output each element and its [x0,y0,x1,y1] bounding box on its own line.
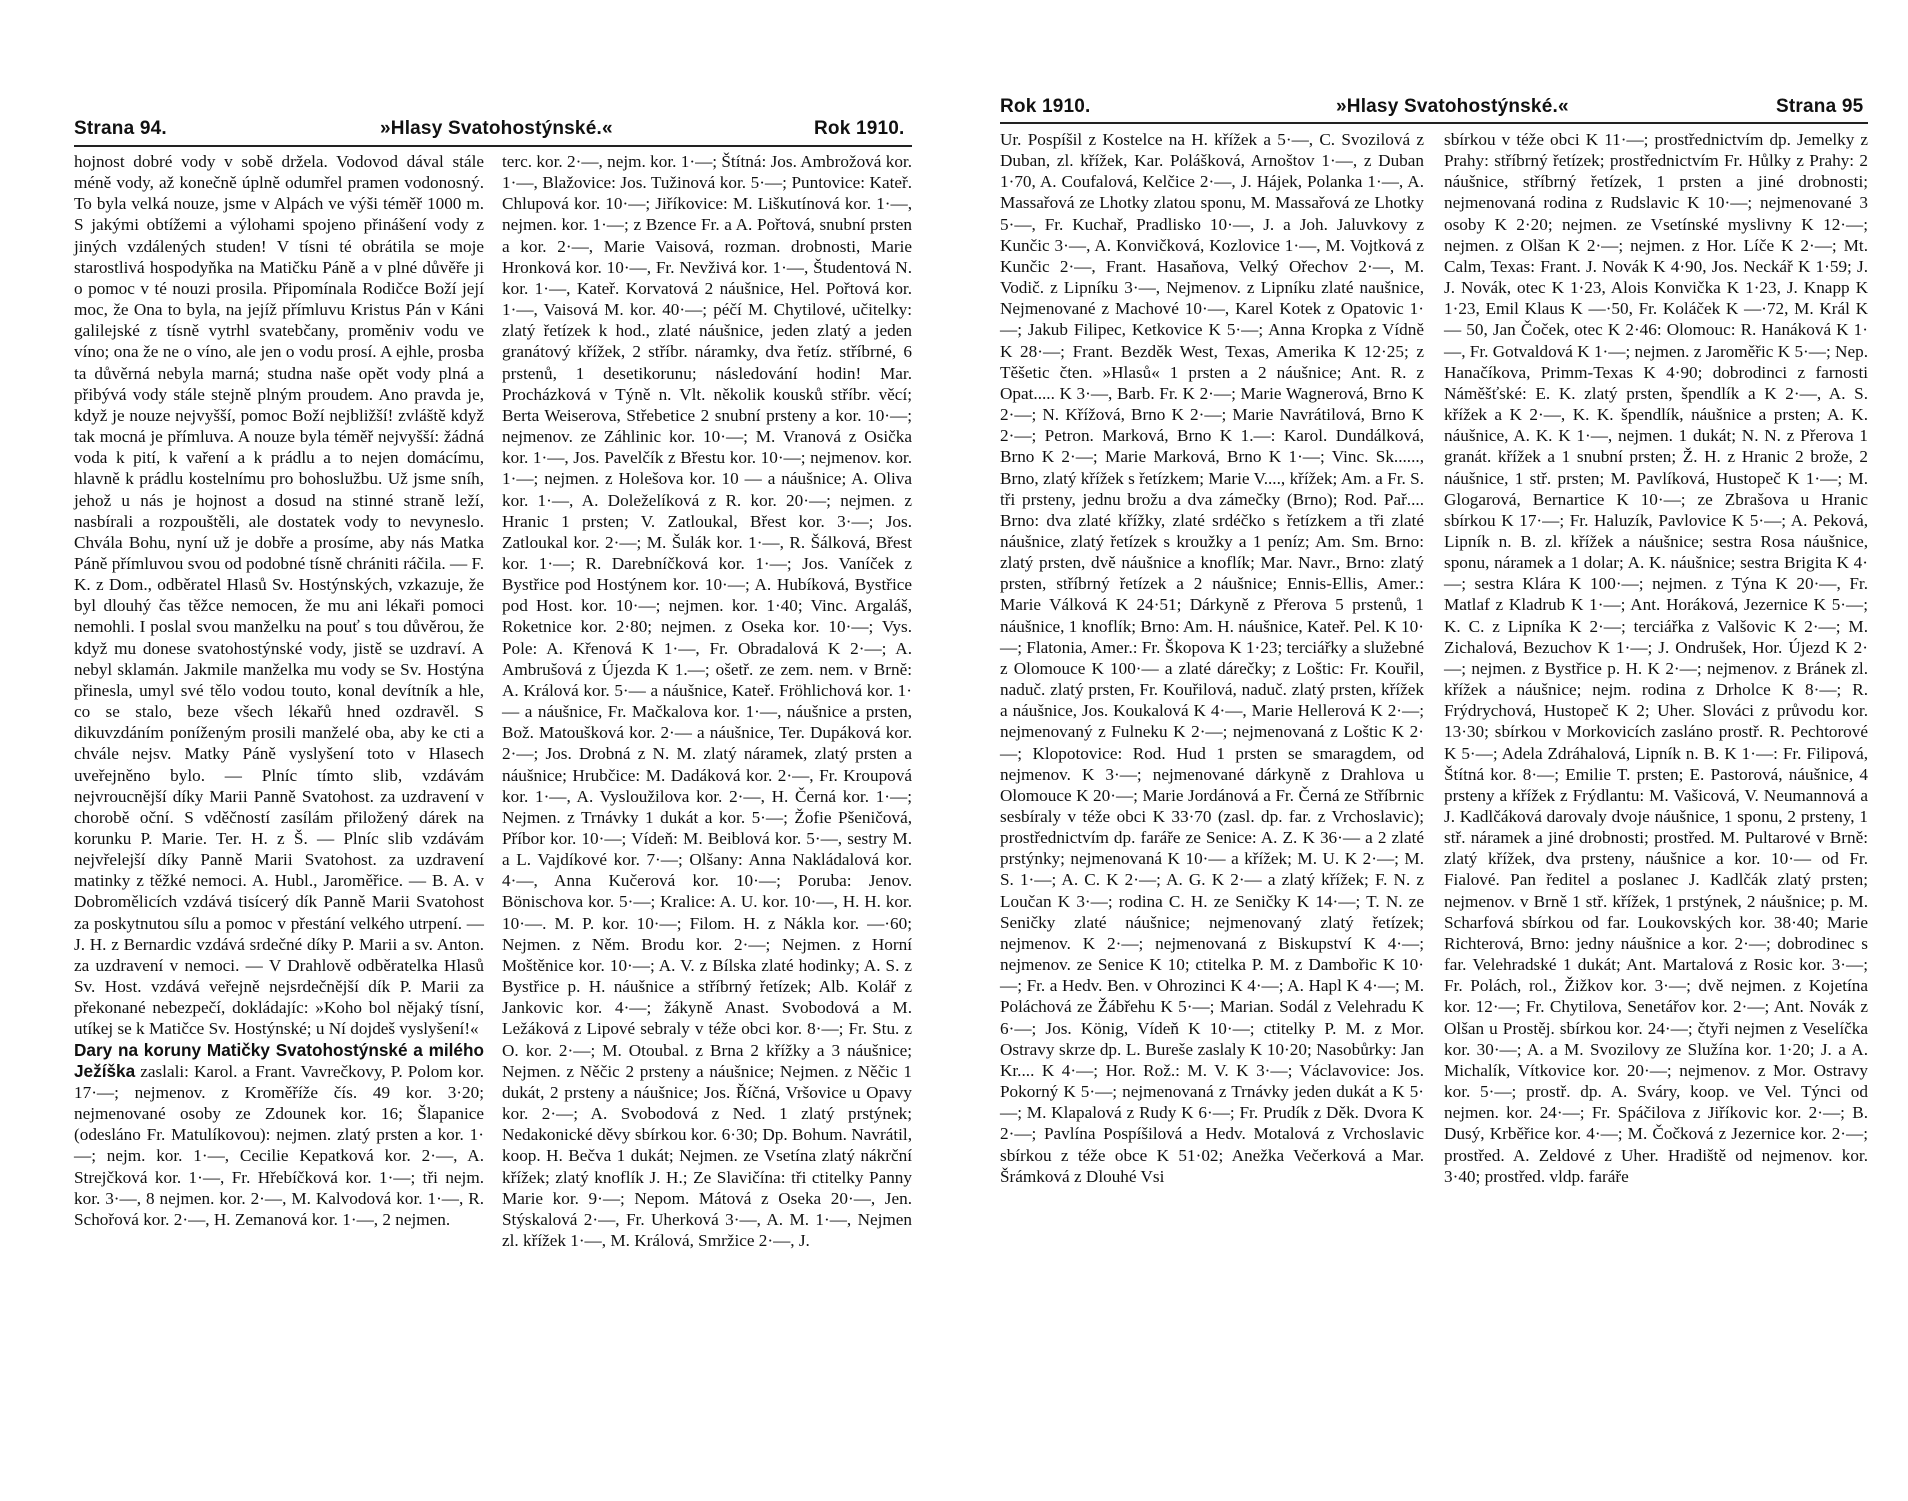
right-page-header [1000,96,1868,122]
left-column-1-text: hojnost dobré vody v sobě držela. Vodovod dával stále méně vody, až konečně úplně odumřel pramen vodonosný. To byla velká nouze, jsme v Alpách ve výši téměř 1000 m. S jakými obtížemi a výlohami spojeno přinášení vody z jiných vzdálených studen! V tísni té obrátila se moje starostlivá hospodyňka na Matičku Páně a v plné důvěře ji o pomoc v té nouzi prosila. Připomínala Rodičce Boží její moc, že Ona to byla, na jejíž přímluvu Kristus Pán v Káni galilejské z tísně vytrhl svatebčany, proměniv vodu ve víno; ona že ne o víno, ale jen o vodu prosí. A ejhle, prosba ta důvěrná nebyla marná; studna naše opět vody plná a přibývá vody stále stejně plným proudem. Ano pravda je, když je nouze nejvyšší, pomoc Boží nejbližší! zvláště když tak mocná je přímluva. A nouze byla téměř nejvyšší: žádná voda k pití, k vaření a k prádlu a to nejen domácímu, hlavně k prádlu kostelnímu pro bohoslužbu. Už jsme sníh, jehož u nás je hojnost a dosud na stinné straně leží, nasbírali a rozpouštěli, ale dostatek vody to nevyneslo. Chvála Bohu, nyní už je dobře a prosíme, aby nás Matka Páně přímluvou svou od podobné tísně chrániti ráčila. — F. K. z Dom., odběratel Hlasů Sv. Hostýnských, vzkazuje, že byl dlouhý čas těžce nemocen, že mu ani lékaři pomoci nemohli. I poslal svou manželku na pouť s tou důvěrou, že když mu donese svatohostýnské vody, jistě se uzdraví. A nebyl sklamán. Jakmile manželka mu vody se Sv. Hostýna přinesla, umyl své tělo vodou touto, konal devítník a hle, co se stalo, beze všech lékařů hned ozdravěl. S dikuvzdáním poníženým prosili manželé oba, aby ke cti a chvále nejsv. Matky Páně vyslyšení toto v Hlasech uveřejněno bylo. — Plníc tímto slib, vzdávám nejvroucnější díky Marii Panně Svatohost. za uzdravení v chorobě oční. S vděčností zasílám přiložený dárek na korunku P. Marie. Ter. H. z Š. — Plníc slib vzdávám nejvřelejší díky Panně Marii Svatohost. za uzdravení matinky z těžké nemoci. A. Hubl., Jaroměřice. — B. A. v Dobromělicích vzdává tisícerý dík Panně Marii Svatohost za poskytnutou sílu a pomoc v přestání velkého utrpení. — J. H. z Bernardic vzdává srdečné díky P. Marii a sv. Anton. za uzdravení v nemoci. — V Drahlově odběratelka Hlasů Sv. Host. vzdává veřejně nejsrdečnější dík P. Marii za překonané nebezpečí, dokládajíc: »Koho bol nějaký tísní, utíkej se k Matičce Sv. Hostýnské; u Ní dojdeš vyslyšení!« [74,152,484,1039]
left-column-2 [502,151,912,1251]
right-column-2 [1444,129,1868,1187]
right-header-rule [1000,122,1868,124]
right-page-number: Strana 95 [1776,96,1864,117]
left-page-number: Strana 94. [74,118,167,139]
left-page-header [74,118,912,144]
right-column-1-text: Ur. Pospíšil z Kostelce na H. křížek a 5·—, C. Svozilová z Duban, zl. křížek, Kar. Polášková, Arnoštov 1·—, z Duban 1·70, A. Coufalová, Kelčice 2·—, J. Hájek, Polanka 1·—, A. Massařová ze Lhotky zlatou sponu, M. Massařová ze Lhotky 5·—, Fr. Kuchař, Pradlisko 10·—, J. a Joh. Jaluvkovy z Kunčic 3·—, A. Konvičková, Kozlovice 1·—, M. Vojtková z Kunčic 2·—, Frant. Hasaňova, Velký Ořechov 2·—, M. Vodič. z Lipníku 3·—, Nejmenov. z Lipníku zlaté naušnice, Nejmenované z Machové 10·—, Karel Kotek z Opatovic 1·—; Jakub Filipec, Ketkovice K 5·—; Anna Kropka z Vídně K 28·—; Frant. Bezděk West, Texas, Amerika K 12·25; z Těšetic čten. »Hlasů« 1 prsten a 2 náušnice; Ant. R. z Opat..... K 3·—, Barb. Fr. K 2·—; Marie Wagnerová, Brno K 2·—; N. Křížová, Brno K 2·—; Marie Navrátilová, Brno K 2·—; Petron. Marková, Brno K 1.—: Karol. Dundálková, Brno K 2·—; Marie Marková, Brno K 1·—; Vinc. Sk......, Brno, zlatý křížek s řetízkem; Marie V...., křížek; Am. a Fr. S. tři prsteny, jednu brožu a dva zámečky (Brno); Rod. Pař.... Brno: dva zlaté křížky, zlaté srdéčko s řetízkem a tři zlaté náušnice, zlatý řetízek s kroužky a 1 peníz; Am. Sm. Brno: zlatý prsten, dvě náušnice a knoflík; Mar. Navr., Brno: zlatý prsten, stříbrný řetízek a 2 náušnice; Ennis-Ellis, Amer.: Marie Válková K 24·51; Dárkyně z Přerova 5 prstenů, 1 náušnice, 1 knoflík; Brno: Am. H. náušnice, Kateř. Pel. K 10·—; Flatonia, Amer.: Fr. Škopova K 1·23; terciářky a služebné z Olomouce K 100·— a zlaté dárečky; z Loštic: Fr. Kouřil, naduč. zlatý prsten, Fr. Kouřilová, naduč. zlatý prsten, křížek a náušnice, Jos. Koukalová K 4·—, Marie Hellerová K 2·—; nejmenovaný z Fulneku K 2·—; nejmenovaná z Loštic K 2·—; Klopotovice: Rod. Hud 1 prsten se smaragdem, od nejmenov. K 3·—; nejmenované dárkyně z Drahlova u Olomouce K 20·—; Marie Jordánová a Fr. Černá ze Stříbrnic sesbíraly v téže obci K 33·70 (zasl. dp. far. z Vrchoslavic); prostřednictvím dp. faráře ze Senice: A. Z. K 36·— a 2 zlaté prstýnky; nejmenovaná K 10·— a křížek; M. U. K 2·—; M. S. 1·—; A. C. K 2·—; A. G. K 2·— a zlatý křížek; F. N. z Loučan K 3·—; rodina C. H. ze Seničky K 14·—; T. N. ze Seničky zlaté náušnice; nejmenovaný zlatý řetízek; nejmenov. K 2·—; nejmenovaná z Biskupství K 4·—; nejmenov. ze Senice K 10; ctitelka P. M. z Dambořic K 10·—; Fr. a Hedv. Ben. v Ohrozinci K 4·—; A. Hapl K 4·—; M. Poláchová ze Žábřehu K 5·—; Marian. Sodál z Velehradu K 6·—; Jos. König, Vídeň K 10·—; ctitelky P. M. z Mor. Ostravy skrze dp. L. Bureše zaslaly K 10·20; Nasobůrky: Jan Kr.... K 4·—; Hor. Rož.: M. V. K 3·—; Václavovice: Jos. Pokorný K 5·—; nejmenovaná z Trnávky jeden dukát a K 5·—; M. Klapalová z Rudy K 6·—; Fr. Prudík z Děk. Dvora K 2·—; Pavlína Pospíšilová a Hedv. Motalová z Vrchoslavic sbírkou z téže obce K 51·02; Anežka Večerková a Mar. Šrámková z Dlouhé Vsi [1000,130,1424,1186]
left-header-rule [74,145,912,147]
right-column-1 [1000,129,1424,1187]
right-page-journal-title: »Hlasy Svatohostýnské.« [1336,96,1569,117]
right-column-2-text: sbírkou v téže obci K 11·—; prostřednictvím dp. Jemelky z Prahy: stříbrný řetízek; prostřednictvím Fr. Hůlky z Prahy: 2 náušnice, stříbrný řetízek, 1 prsten a jiné drobnosti; nejmenovaná rodina z Rudslavic K 10·—; nejmenované 3 osoby K 2·20; nejmen. ze Vsetínské myslivny K 12·—; nejmen. z Olšan K 2·—; nejmen. z Hor. Líče K 2·—; Mt. Calm, Texas: Frant. J. Novák K 4·90, Jos. Neckář K 1·59; J. J. Novák, otec K 1·23, Alois Konvička K 1·23, J. Knapp K 1·23, Emil Klaus K —·50, Fr. Koláček K —·72, M. Král K — 50, Jan Čoček, otec K 2·46: Olomouc: R. Hanáková K 1·—, Fr. Gotvaldová K 1·—; nejmen. z Jaroměřic K 5·—; Nep. Hanačíkova, Primm-Texas K 4·90; dobrodinci z farnosti Náměšťské: E. K. zlatý prsten, špendlík a K 2·—, A. S. křížek a K 2·—, K. K. špendlík, náušnice a prsten; A. K. náušnice, A. K. K 1·—, nejmen. 1 dukát; N. N. z Přerova 1 granát. křížek a 1 snubní prsten; Ž. H. z Hranic 2 brože, 2 náušnice, 1 stř. prsten; M. Pavlíková, Hustopeč K 1·—; M. Glogarová, Bernartice K 10·—; ze Zbrašova u Hranic sbírkou K 17·—; Fr. Haluzík, Pavlovice K 5·—; A. Peková, Lipník n. B. zl. křížek a náušnice; sestra Rosa náušnice, sponu, náramek a 1 dolar; A. K. náušnice; sestra Brigita K 4·—; sestra Klára K 100·—; nejmen. z Týna K 20·—, Fr. Matlaf z Kladrub K 1·—; Ant. Horáková, Jezernice K 5·—; K. C. z Lipníka K 2·—; terciářka z Valšovic K 2·—; M. Zichalová, Bezuchov K 1·—; J. Ondrušek, Hor. Újezd K 2·—; nejmen. z Bystřice p. H. K 2·—; nejmenov. z Bránek zl. křížek a náušnice; nejm. rodina z Drholce K 8·—; R. Frýdrychová, Hustopeč K 2; Uher. Slováci z průvodu kor. 13·30; sbírkou v Morkovicích zasláno prostř. R. Pechtorové K 5·—; Adela Zdráhalová, Lipník n. B. K 1·—: Fr. Filipová, Štítná kor. 8·—; Emilie T. prsten; E. Pastorová, náušnice, 4 prsteny a křížek z Frýdlantu: M. Vašicová, V. Neumannová a J. Kadlčáková darovaly dvoje náušnice, 1 sponu, 2 prsteny, 1 stř. náramek a jiné drobnosti; prostřed. M. Pultarové v Brně: zlatý křížek, dva prsteny, náušnice a kor. 10·— od Fr. Fialové. Pan ředitel a poslanec J. Kadlčák zlatý prsten; nejmenov. v Brně 1 stř. křížek, 1 prstýnek, 2 náušnice; p. M. Scharfová sbírkou od far. Loukovských kor. 38·40; Marie Richterová, Brno: jedny náušnice a kor. 2·—; dobrodinec s far. Velehradské 1 dukát; Ant. Martalová z Rosic kor. 3·—; Fr. Polách, rol., Žižkov kor. 3·—; dvě nejmen. z Kojetína kor. 12·—; Fr. Chytilova, Senetářov kor. 2·—; Ant. Novák z Olšan u Prostěj. sbírkou kor. 24·—; čtyři nejmen z Veselíčka kor. 30·—; A. a M. Svozilovy ze Služína kor. 1·20; J. a A. Michalík, Vítkovice kor. 20·—; nejmenov. z Mor. Ostravy kor. 5·—; prostř. dp. A. Sváry, koop. ve Vel. Týnci od nejmen. kor. 24·—; Fr. Spáčilova z Jiříkovic kor. 2·—; B. Dusý, Krběřice kor. 4·—; M. Čočková z Jezernice kor. 2·—; prostřed. A. Zeldové z Uher. Hradiště od nejmenov. kor. 3·40; prostřed. vldp. faráře [1444,130,1868,1186]
right-page-year: Rok 1910. [1000,96,1091,117]
left-page-year: Rok 1910. [814,118,905,139]
left-page-journal-title: »Hlasy Svatohostýnské.« [380,118,613,139]
right-page [954,0,1908,1501]
donations-section [74,1040,484,1230]
left-column-2-text: terc. kor. 2·—, nejm. kor. 1·—; Štítná: Jos. Ambrožová kor. 1·—, Blažovice: Jos. Tužinová kor. 5·—; Puntovice: Kateř. Chlupová kor. 10·—; Jiříkovice: M. Liškutínová kor. 1·—, nejmen. kor. 1·—; z Bzence Fr. a A. Pořtová, snubní prsten a kor. 2·—, Marie Vaisová, rozman. drobnosti, Marie Hronková kor. 10·—, Fr. Nevživá kor. 1·—, Študentová N. kor. 1·—, Kateř. Korvatová 2 náušnice, Hel. Pořtová kor. 1·—, Vaisová M. kor. 40·—; péčí M. Chytilové, učitelky: zlatý řetízek k hod., zlaté náušnice, jeden zlatý a jeden granátový křížek, 2 stříbr. náramky, dva řetíz. stříbrné, 6 prstenů, 1 desetikorunu; následování hodin! Mar. Procházková v Týně n. Vlt. několik kousků stříbr. věcí; Berta Weiserova, Střebetice 2 snubní prsteny a kor. 10·—; nejmenov. ze Záhlinic kor. 10·—; M. Vranová z Osička kor. 1·—, Jos. Pavelčík z Břestu kor. 10·—; nejmenov. kor. 1·—; nejmen. z Holešova kor. 10 — a náušnice; A. Oliva kor. 1·—, A. Doleželíková z R. kor. 20·—; nejmen. z Hranic 1 prsten; V. Zatloukal, Břest kor. 3·—; Jos. Zatloukal kor. 2·—; M. Šulák kor. 1·—, R. Šálková, Břest kor. 1·—; R. Darebníčková kor. 1·—; Jos. Vaníček z Bystřice pod Hostýnem kor. 10·—; A. Hubíková, Bystřice pod Host. kor. 10·—; nejmen. kor. 1·40; Vinc. Argaláš, Roketnice kor. 2·80; nejmen. z Oseka kor. 10·—; Vys. Pole: A. Křenová K 1·—, Fr. Obradalová K 2·—; A. Ambrušová z Újezda K 1.—; ošetř. ze zem. nem. v Brně: A. Králová kor. 5·— a náušnice, Kateř. Fröhlichová kor. 1·— a náušnice, Fr. Mačkalova kor. 1·—, náušnice a prsten, Bož. Matoušková kor. 2·— a náušnice, Ter. Dupáková kor. 2·—; Jos. Drobná z N. M. zlatý náramek, zlatý prsten a náušnice; Hrubčice: M. Dadáková kor. 2·—, Fr. Kroupová kor. 1·—, A. Vysloužilova kor. 2·—, H. Černá kor. 1·—; Nejmen. z Trnávky 1 dukát a kor. 5·—; Žofie Pšeničová, Příbor kor. 10·—; Vídeň: M. Beiblová kor. 5·—, sestry M. a L. Vajdíkové kor. 7·—; Olšany: Anna Nakládalová kor. 4·—, Anna Kučerová kor. 10·—; Poruba: Jenov. Bönischova kor. 5·—; Kralice: A. U. kor. 10·—, H. H. kor. 10·—. M. P. kor. 10·—; Filom. H. z Nákla kor. —·60; Nejmen. z Něm. Brodu kor. 2·—; Nejmen. z Horní Moštěnice kor. 10·—; A. V. z Bílska zlaté hodinky; A. S. z Bystřice p. H. náušnice a stříbrný řetízek; Alb. Kolář z Jankovic kor. 4·—; žákyně Anast. Svobodová a M. Ležáková z Lipové sebraly v téže obci kor. 8·—; Fr. Stu. z O. kor. 2·—; M. Otoubal. z Brna 2 křížky a 3 náušnice; Nejmen. z Něčic 2 prsteny a náušnice; Nejmen. z Něčic 1 dukát, 2 prsteny a náušnice; Jos. Říčná, Vršovice u Opavy kor. 2·—; A. Svobodová z Ned. 1 zlatý prstýnek; Nedakonické děvy sbírkou kor. 6·30; Dp. Bohum. Navrátil, koop. H. Bečva 1 dukát; Nejmen. ze Vsetína zlatý nákrční křížek; zlatý knoflík J. H.; Ze Slavičína: tři ctitelky Panny Marie kor. 9·—; Nepom. Mátová z Oseka 20·—, Jen. Stýskalová 2·—, Fr. Uherková 3·—, A. M. 1·—, Nejmen zl. křížek 1·—, M. Králová, Smržice 2·—, J. [502,152,912,1250]
donations-intro: zaslali: Karol. a Frant. Vavrečkovy, P. Polom kor. 17·—; nejmenov. z Kroměříže čís. 49 kor. 3·20; nejmenované osoby ze Zdounek kor. 16; Šlapanice (odesláno Fr. Matulíkovou): nejmen. zlatý prsten a kor. 1·—; nejm. kor. 1·—, Cecilie Kepatková kor. 2·—, A. Strejčková kor. 1·—, Fr. Hřebíčková kor. 1·—; tři nejm. kor. 3·—, 8 nejmen. kor. 2·—, M. Kalvodová kor. 1·—, R. Schořová kor. 2·—, H. Zemanová kor. 1·—, 2 nejmen. [74,1061,484,1229]
donations-heading: Dary na koruny Matičky Svatohostýnské a milého Ježíška [74,1039,484,1081]
left-column-1 [74,151,484,1230]
